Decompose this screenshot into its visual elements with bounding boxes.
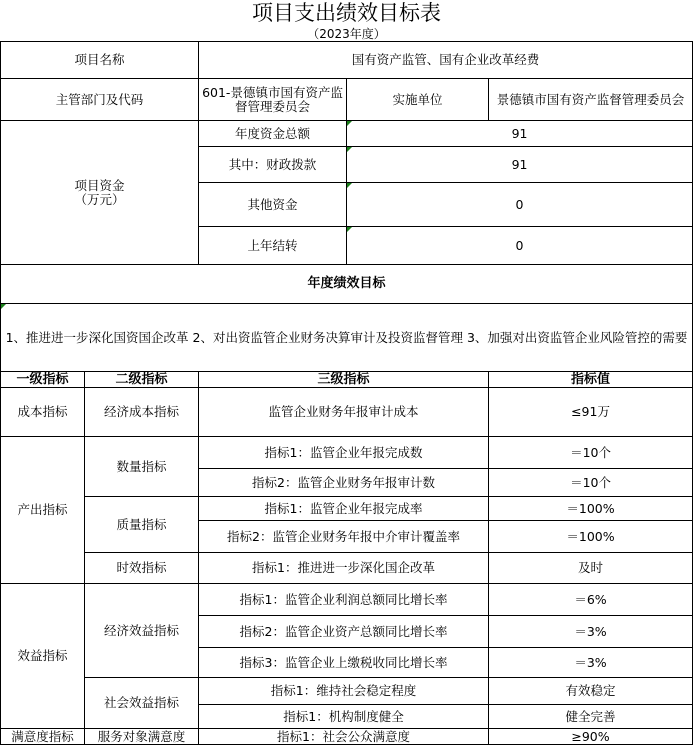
other-funds-label: 其他资金 (199, 183, 347, 227)
fiscal-year: （2023年度） (307, 27, 386, 41)
economic-value-1[interactable]: ＝6% (489, 584, 693, 616)
quantity-value-1[interactable]: ＝10个 (489, 437, 693, 469)
social-value-2[interactable]: 健全完善 (489, 705, 693, 729)
impl-unit-label: 实施单位 (347, 79, 489, 121)
social-l2: 社会效益指标 (85, 678, 199, 729)
col-header-value: 指标值 (489, 372, 693, 388)
benefit-l1: 效益指标 (1, 584, 85, 729)
cost-value[interactable]: ≤91万 (489, 388, 693, 437)
quality-value-1[interactable]: ＝100% (489, 497, 693, 521)
quantity-item-1[interactable]: 指标1：监管企业年报完成数 (199, 437, 489, 469)
annual-goals-header: 年度绩效目标 (1, 265, 693, 304)
quality-item-1[interactable]: 指标1：监管企业年报完成率 (199, 497, 489, 521)
quantity-l2: 数量指标 (85, 437, 199, 497)
cost-l2: 经济成本指标 (85, 388, 199, 437)
economic-item-3[interactable]: 指标3：监管企业上缴税收同比增长率 (199, 648, 489, 678)
dept-value[interactable]: 601-景德镇市国有资产监督管理委员会 (199, 79, 347, 121)
project-name-value[interactable]: 国有资产监管、国有企业改革经费 (199, 42, 693, 79)
economic-value-3[interactable]: ＝3% (489, 648, 693, 678)
economic-l2: 经济效益指标 (85, 584, 199, 678)
cost-l1: 成本指标 (1, 388, 85, 437)
quality-value-2[interactable]: ＝100% (489, 521, 693, 553)
performance-table (0, 41, 693, 745)
carryover-value[interactable]: 0 (347, 227, 693, 265)
annual-total-label: 年度资金总额 (199, 121, 347, 147)
carryover-label: 上年结转 (199, 227, 347, 265)
satisfaction-l2: 服务对象满意度 (85, 729, 199, 745)
quality-l2: 质量指标 (85, 497, 199, 553)
quantity-value-2[interactable]: ＝10个 (489, 469, 693, 497)
social-item-1[interactable]: 指标1：维持社会稳定程度 (199, 678, 489, 705)
timeliness-item[interactable]: 指标1：推进进一步深化国企改革 (199, 553, 489, 584)
timeliness-l2: 时效指标 (85, 553, 199, 584)
dept-label: 主管部门及代码 (1, 79, 199, 121)
output-l1: 产出指标 (1, 437, 85, 584)
satisfaction-l1: 满意度指标 (1, 729, 85, 745)
col-header-level1: 一级指标 (1, 372, 85, 388)
annual-total-value[interactable]: 91 (347, 121, 693, 147)
social-value-1[interactable]: 有效稳定 (489, 678, 693, 705)
satisfaction-value[interactable]: ≥90% (489, 729, 693, 745)
satisfaction-item[interactable]: 指标1：社会公众满意度 (199, 729, 489, 745)
fiscal-label: 其中：财政拨款 (199, 147, 347, 183)
cost-l3[interactable]: 监管企业财务年报审计成本 (199, 388, 489, 437)
project-name-label: 项目名称 (1, 42, 199, 79)
social-item-2[interactable]: 指标1：机构制度健全 (199, 705, 489, 729)
fiscal-value[interactable]: 91 (347, 147, 693, 183)
other-funds-value[interactable]: 0 (347, 183, 693, 227)
col-header-level3: 三级指标 (199, 372, 489, 388)
funds-label: 项目资金 （万元） (1, 121, 199, 265)
quality-item-2[interactable]: 指标2：监管企业财务年报中介审计覆盖率 (199, 521, 489, 553)
economic-item-1[interactable]: 指标1：监管企业利润总额同比增长率 (199, 584, 489, 616)
economic-value-2[interactable]: ＝3% (489, 616, 693, 648)
impl-unit-value[interactable]: 景德镇市国有资产监督管理委员会 (489, 79, 693, 121)
col-header-level2: 二级指标 (85, 372, 199, 388)
quantity-item-2[interactable]: 指标2：监管企业财务年报审计数 (199, 469, 489, 497)
timeliness-value[interactable]: 及时 (489, 553, 693, 584)
annual-goals-text[interactable]: 1、推进进一步深化国资国企改革 2、对出资监管企业财务决算审计及投资监督管理 3、加强对出资监管企业风险管控的需要 (1, 304, 693, 372)
economic-item-2[interactable]: 指标2：监管企业资产总额同比增长率 (199, 616, 489, 648)
page-title: 项目支出绩效目标表 (252, 1, 441, 25)
